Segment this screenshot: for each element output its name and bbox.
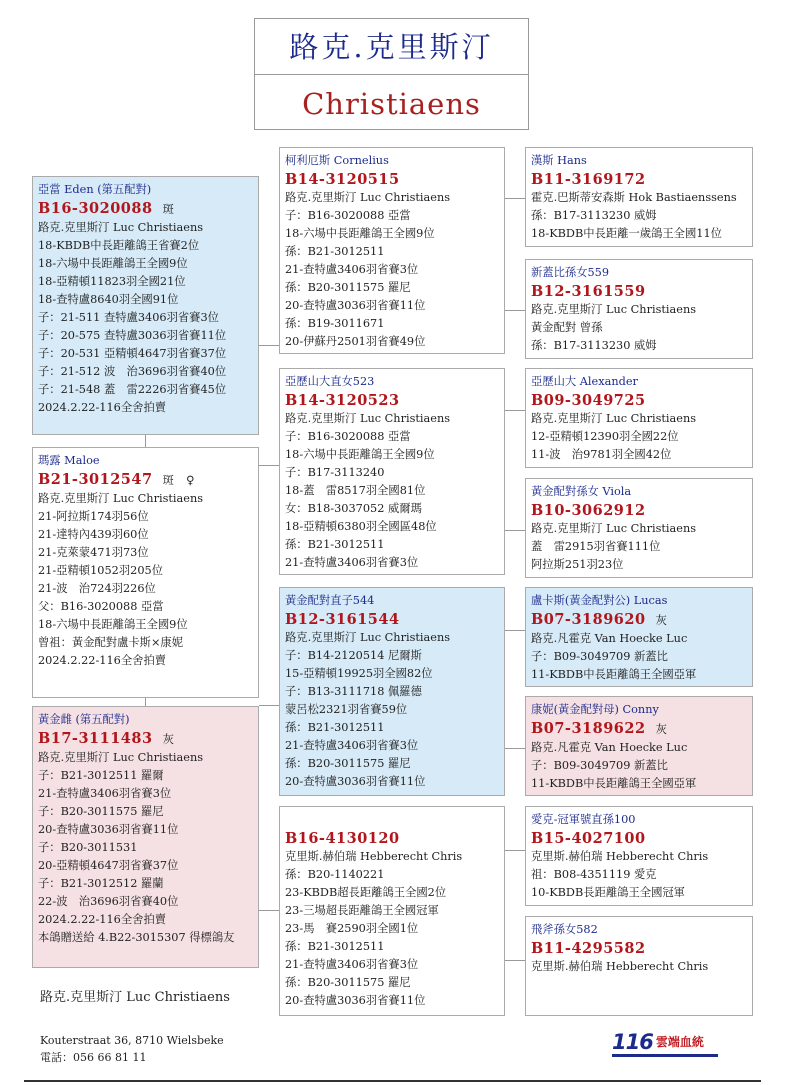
detail-line: 18-KBDB中長距離鴿王省賽2位 xyxy=(38,239,200,252)
detail-line: 20-查特盧3036羽省賽11位 xyxy=(285,299,426,312)
detail-line: 孫：B21-3012511 xyxy=(285,538,385,551)
pigeon-name: 康妮(黃金配對母) Conny xyxy=(531,703,659,716)
detail-line: 子：B21-3012511 羅爾 xyxy=(38,769,164,782)
ring-number: B17-3111483 灰 xyxy=(38,730,175,747)
connector-line xyxy=(145,435,146,447)
footer-rule xyxy=(24,1080,761,1082)
connector-line xyxy=(505,748,525,749)
owner-name: 路克.克里斯汀 Luc Christiaens xyxy=(40,990,230,1005)
detail-line: 子：B20-3011531 xyxy=(38,841,138,854)
detail-line: 21-波 治724羽226位 xyxy=(38,582,156,595)
detail-line: 子：B13-3111718 佩羅德 xyxy=(285,685,422,698)
detail-line: 21-查特盧3406羽省賽3位 xyxy=(285,263,419,276)
pigeon-card-aike[interactable] xyxy=(525,806,753,906)
pigeon-name: 黃金雌 (第五配對) xyxy=(38,713,130,726)
detail-line: 子：21-512 波 治3696羽省賽40位 xyxy=(38,365,227,378)
detail-line: 子：B09-3049709 新蓋比 xyxy=(531,759,668,772)
detail-line: 2024.2.22-116全舍拍賣 xyxy=(38,401,167,414)
detail-line: 20-伊蘇丹2501羽省賽49位 xyxy=(285,335,426,348)
detail-line: 子：20-531 亞精頓4647羽省賽37位 xyxy=(38,347,227,360)
detail-line: 路克.克里斯汀 Luc Christiaens xyxy=(531,303,697,316)
detail-line: 18-亞精頓6380羽全國區48位 xyxy=(285,520,437,533)
pigeon-card-cornelius[interactable] xyxy=(279,147,505,354)
detail-line: 子：20-575 查特盧3036羽省賽11位 xyxy=(38,329,227,342)
pigeon-card-hans[interactable] xyxy=(525,147,753,247)
detail-line: 路克.克里斯汀 Luc Christiaens xyxy=(531,522,697,535)
pigeon-card-alexander-daughter[interactable] xyxy=(279,368,505,575)
pigeon-card-newcar-granddaughter[interactable] xyxy=(525,259,753,359)
connector-line xyxy=(145,698,146,706)
detail-line: 2024.2.22-116全舍拍賣 xyxy=(38,654,167,667)
detail-line: 11-KBDB中長距離鴿王全國亞軍 xyxy=(531,777,697,790)
logo-text: 雲端血統 xyxy=(655,1035,704,1049)
detail-line: 克里斯.赫伯瑞 Hebberecht Chris xyxy=(531,850,709,863)
detail-line: 21-亞精頓1052羽205位 xyxy=(38,564,163,577)
detail-line: 10-KBDB長距離鴿王全國冠軍 xyxy=(531,886,685,899)
color-label: 斑 xyxy=(162,203,175,216)
detail-line: 21-查特盧3406羽省賽3位 xyxy=(38,787,172,800)
pigeon-name: 瑪露 Maloe xyxy=(38,454,100,467)
ring-number: B16-4130120 xyxy=(285,830,400,847)
detail-line: 子：B14-2120514 尼爾斯 xyxy=(285,649,422,662)
detail-line: 子：B16-3020088 亞當 xyxy=(285,430,411,443)
detail-line: 子：B16-3020088 亞當 xyxy=(285,209,411,222)
connector-line xyxy=(505,630,525,631)
detail-line: 18-六場中長距離鴿王全國9位 xyxy=(38,257,188,270)
detail-line: 孫：B20-3011575 羅尼 xyxy=(285,281,411,294)
color-label: 斑 ♀ xyxy=(162,474,195,487)
detail-line: 路克.克里斯汀 Luc Christiaens xyxy=(38,492,204,505)
detail-line: 11-KBDB中長距離鴿王全國亞軍 xyxy=(531,668,697,681)
detail-line: 23-KBDB超長距離鴿王全國2位 xyxy=(285,886,447,899)
detail-line: 21-查特盧3406羽省賽3位 xyxy=(285,739,419,752)
pigeon-card-viola[interactable] xyxy=(525,478,753,578)
pigeon-name: 黃金配對直子544 xyxy=(285,594,375,607)
pigeon-name: 亞當 Eden (第五配對) xyxy=(38,183,152,196)
pigeon-card-axe-granddaughter[interactable] xyxy=(525,916,753,1016)
detail-line: 孫：B20-3011575 羅尼 xyxy=(285,757,411,770)
ring-number: B16-3020088 斑 xyxy=(38,200,175,217)
title-english: Christiaens xyxy=(302,87,481,121)
detail-line: 20-亞精頓4647羽省賽37位 xyxy=(38,859,179,872)
pigeon-card-alexander[interactable] xyxy=(525,368,753,468)
detail-line: 克里斯.赫伯瑞 Hebberecht Chris xyxy=(285,850,463,863)
pigeon-name: 飛斧孫女582 xyxy=(531,923,598,936)
detail-line: 路克.克里斯汀 Luc Christiaens xyxy=(531,412,697,425)
ring-number: B14-3120523 xyxy=(285,392,400,409)
ring-number: B11-3169172 xyxy=(531,171,646,188)
ring-number: B12-3161544 xyxy=(285,611,400,628)
detail-line: 路克.克里斯汀 Luc Christiaens xyxy=(38,751,204,764)
pigeon-card-golden-daughter[interactable] xyxy=(279,587,505,796)
detail-line: 阿拉斯251羽23位 xyxy=(531,558,624,571)
pigeon-name: 亞歷山大 Alexander xyxy=(531,375,638,388)
detail-line: 曾祖：黃金配對盧卡斯×康妮 xyxy=(38,636,184,649)
detail-line: 21-查特盧3406羽省賽3位 xyxy=(285,556,419,569)
detail-line: 霍克.巴斯蒂安森斯 Hok Bastiaenssens xyxy=(531,191,737,204)
detail-line: 蓋 雷2915羽省賽111位 xyxy=(531,540,661,553)
detail-line: 21-克萊蒙471羽73位 xyxy=(38,546,149,559)
pigeon-name: 盧卡斯(黃金配對公) Lucas xyxy=(531,594,668,607)
detail-line: 11-波 治9781羽全國42位 xyxy=(531,448,672,461)
detail-line: 孫：B17-3113230 威姆 xyxy=(531,339,657,352)
detail-line: 21-查特盧3406羽省賽3位 xyxy=(285,958,419,971)
ring-number: B10-3062912 xyxy=(531,502,646,519)
detail-line: 路克.克里斯汀 Luc Christiaens xyxy=(285,412,451,425)
detail-line: 克里斯.赫伯瑞 Hebberecht Chris xyxy=(531,960,709,973)
pigeon-name: 柯利厄斯 Cornelius xyxy=(285,154,389,167)
logo-underline xyxy=(612,1054,718,1057)
logo xyxy=(612,1030,722,1058)
detail-line: 子：B09-3049709 新蓋比 xyxy=(531,650,668,663)
connector-line xyxy=(259,705,279,706)
detail-line: 孫：B20-3011575 羅尼 xyxy=(285,976,411,989)
detail-line: 孫：B20-1140221 xyxy=(285,868,385,881)
detail-line: 18-六場中長距離鴿王全國9位 xyxy=(285,227,435,240)
detail-line: 父：B16-3020088 亞當 xyxy=(38,600,164,613)
detail-line: 18-查特盧8640羽全國91位 xyxy=(38,293,179,306)
detail-line: 路克.克里斯汀 Luc Christiaens xyxy=(285,191,451,204)
connector-line xyxy=(505,850,525,851)
pigeon-name: 亞歷山大直女523 xyxy=(285,375,375,388)
detail-line: 22-波 治3696羽省賽40位 xyxy=(38,895,179,908)
detail-line: 女：B18-3037052 威爾瑪 xyxy=(285,502,422,515)
detail-line: 孫：B21-3012511 xyxy=(285,940,385,953)
address-line: Kouterstraat 36, 8710 Wielsbeke xyxy=(40,1034,224,1047)
color-label: 灰 xyxy=(655,723,668,736)
detail-line: 18-六場中長距離鴿王全國9位 xyxy=(38,618,188,631)
ring-number: B14-3120515 xyxy=(285,171,400,188)
connector-line xyxy=(259,345,279,346)
pigeon-card-golden-hen[interactable] xyxy=(32,706,259,968)
pigeon-name: 漢斯 Hans xyxy=(531,154,587,167)
pedigree-header xyxy=(254,18,529,130)
connector-line xyxy=(505,310,525,311)
detail-line: 孫：B19-3011671 xyxy=(285,317,385,330)
connector-line xyxy=(259,465,279,466)
detail-line: 20-查特盧3036羽省賽11位 xyxy=(285,775,426,788)
logo-number: 116 xyxy=(612,1030,653,1054)
pigeon-name: 愛克-冠軍號直孫100 xyxy=(531,813,636,826)
ring-number: B11-4295582 xyxy=(531,940,646,957)
connector-line xyxy=(505,960,525,961)
detail-line: 20-查特盧3036羽省賽11位 xyxy=(285,994,426,1007)
pigeon-name: 新蓋比孫女559 xyxy=(531,266,610,279)
color-label: 灰 xyxy=(655,614,668,627)
detail-line: 子：B20-3011575 羅尼 xyxy=(38,805,164,818)
detail-line: 12-亞精頓12390羽全國22位 xyxy=(531,430,679,443)
detail-line: 本鴿贈送給 4.B22-3015307 得標鴿友 xyxy=(38,931,235,944)
pigeon-name: 黃金配對孫女 Viola xyxy=(531,485,632,498)
detail-line: 21-達特內439羽60位 xyxy=(38,528,149,541)
ring-number: B12-3161559 xyxy=(531,283,646,300)
detail-line: 21-阿拉斯174羽56位 xyxy=(38,510,149,523)
detail-line: 23-馬 賽2590羽全國1位 xyxy=(285,922,419,935)
ring-number: B21-3012547 斑 ♀ xyxy=(38,471,195,488)
detail-line: 子：21-511 查特盧3406羽省賽3位 xyxy=(38,311,219,324)
detail-line: 孫：B17-3113230 威姆 xyxy=(531,209,657,222)
detail-line: 子：B17-3113240 xyxy=(285,466,385,479)
title-chinese: 路克.克里斯汀 xyxy=(255,19,528,75)
detail-line: 孫：B21-3012511 xyxy=(285,245,385,258)
connector-line xyxy=(505,410,525,411)
pigeon-card-hebberecht-hen[interactable] xyxy=(279,806,505,1016)
detail-line: 蒙呂松2321羽省賽59位 xyxy=(285,703,408,716)
detail-line: 18-KBDB中長距離一歲鴿王全國11位 xyxy=(531,227,722,240)
detail-line: 路克.凡霍克 Van Hoecke Luc xyxy=(531,741,688,754)
detail-line: 18-蓋 雷8517羽全國81位 xyxy=(285,484,426,497)
connector-line xyxy=(505,198,525,199)
detail-line: 孫：B21-3012511 xyxy=(285,721,385,734)
detail-line: 祖：B08-4351119 愛克 xyxy=(531,868,657,881)
ring-number: B15-4027100 xyxy=(531,830,646,847)
connector-line xyxy=(505,530,525,531)
ring-number: B09-3049725 xyxy=(531,392,646,409)
owner-address xyxy=(40,1032,224,1066)
detail-line: 子：21-548 蓋 雷2226羽省賽45位 xyxy=(38,383,227,396)
connector-line xyxy=(259,910,279,911)
detail-line: 路克.克里斯汀 Luc Christiaens xyxy=(38,221,204,234)
phone-line: 電話：056 66 81 11 xyxy=(40,1051,147,1064)
ring-number: B07-3189620 灰 xyxy=(531,611,668,628)
color-label: 灰 xyxy=(162,733,175,746)
pigeon-card-conny[interactable] xyxy=(525,696,753,796)
detail-line: 18-亞精頓11823羽全國21位 xyxy=(38,275,186,288)
detail-line: 子：B21-3012512 羅蘭 xyxy=(38,877,164,890)
pigeon-card-subject[interactable] xyxy=(32,176,259,435)
pigeon-card-lucas[interactable] xyxy=(525,587,753,687)
detail-line: 18-六場中長距離鴿王全國9位 xyxy=(285,448,435,461)
detail-line: 黃金配對 曾孫 xyxy=(531,321,603,334)
detail-line: 路克.克里斯汀 Luc Christiaens xyxy=(285,631,451,644)
detail-line: 路克.凡霍克 Van Hoecke Luc xyxy=(531,632,688,645)
ring-number: B07-3189622 灰 xyxy=(531,720,668,737)
detail-line: 23-三場超長距離鴿王全國冠軍 xyxy=(285,904,439,917)
detail-line: 20-查特盧3036羽省賽11位 xyxy=(38,823,179,836)
detail-line: 2024.2.22-116全舍拍賣 xyxy=(38,913,167,926)
pigeon-card-maloe[interactable] xyxy=(32,447,259,698)
detail-line: 15-亞精頓19925羽全國82位 xyxy=(285,667,433,680)
